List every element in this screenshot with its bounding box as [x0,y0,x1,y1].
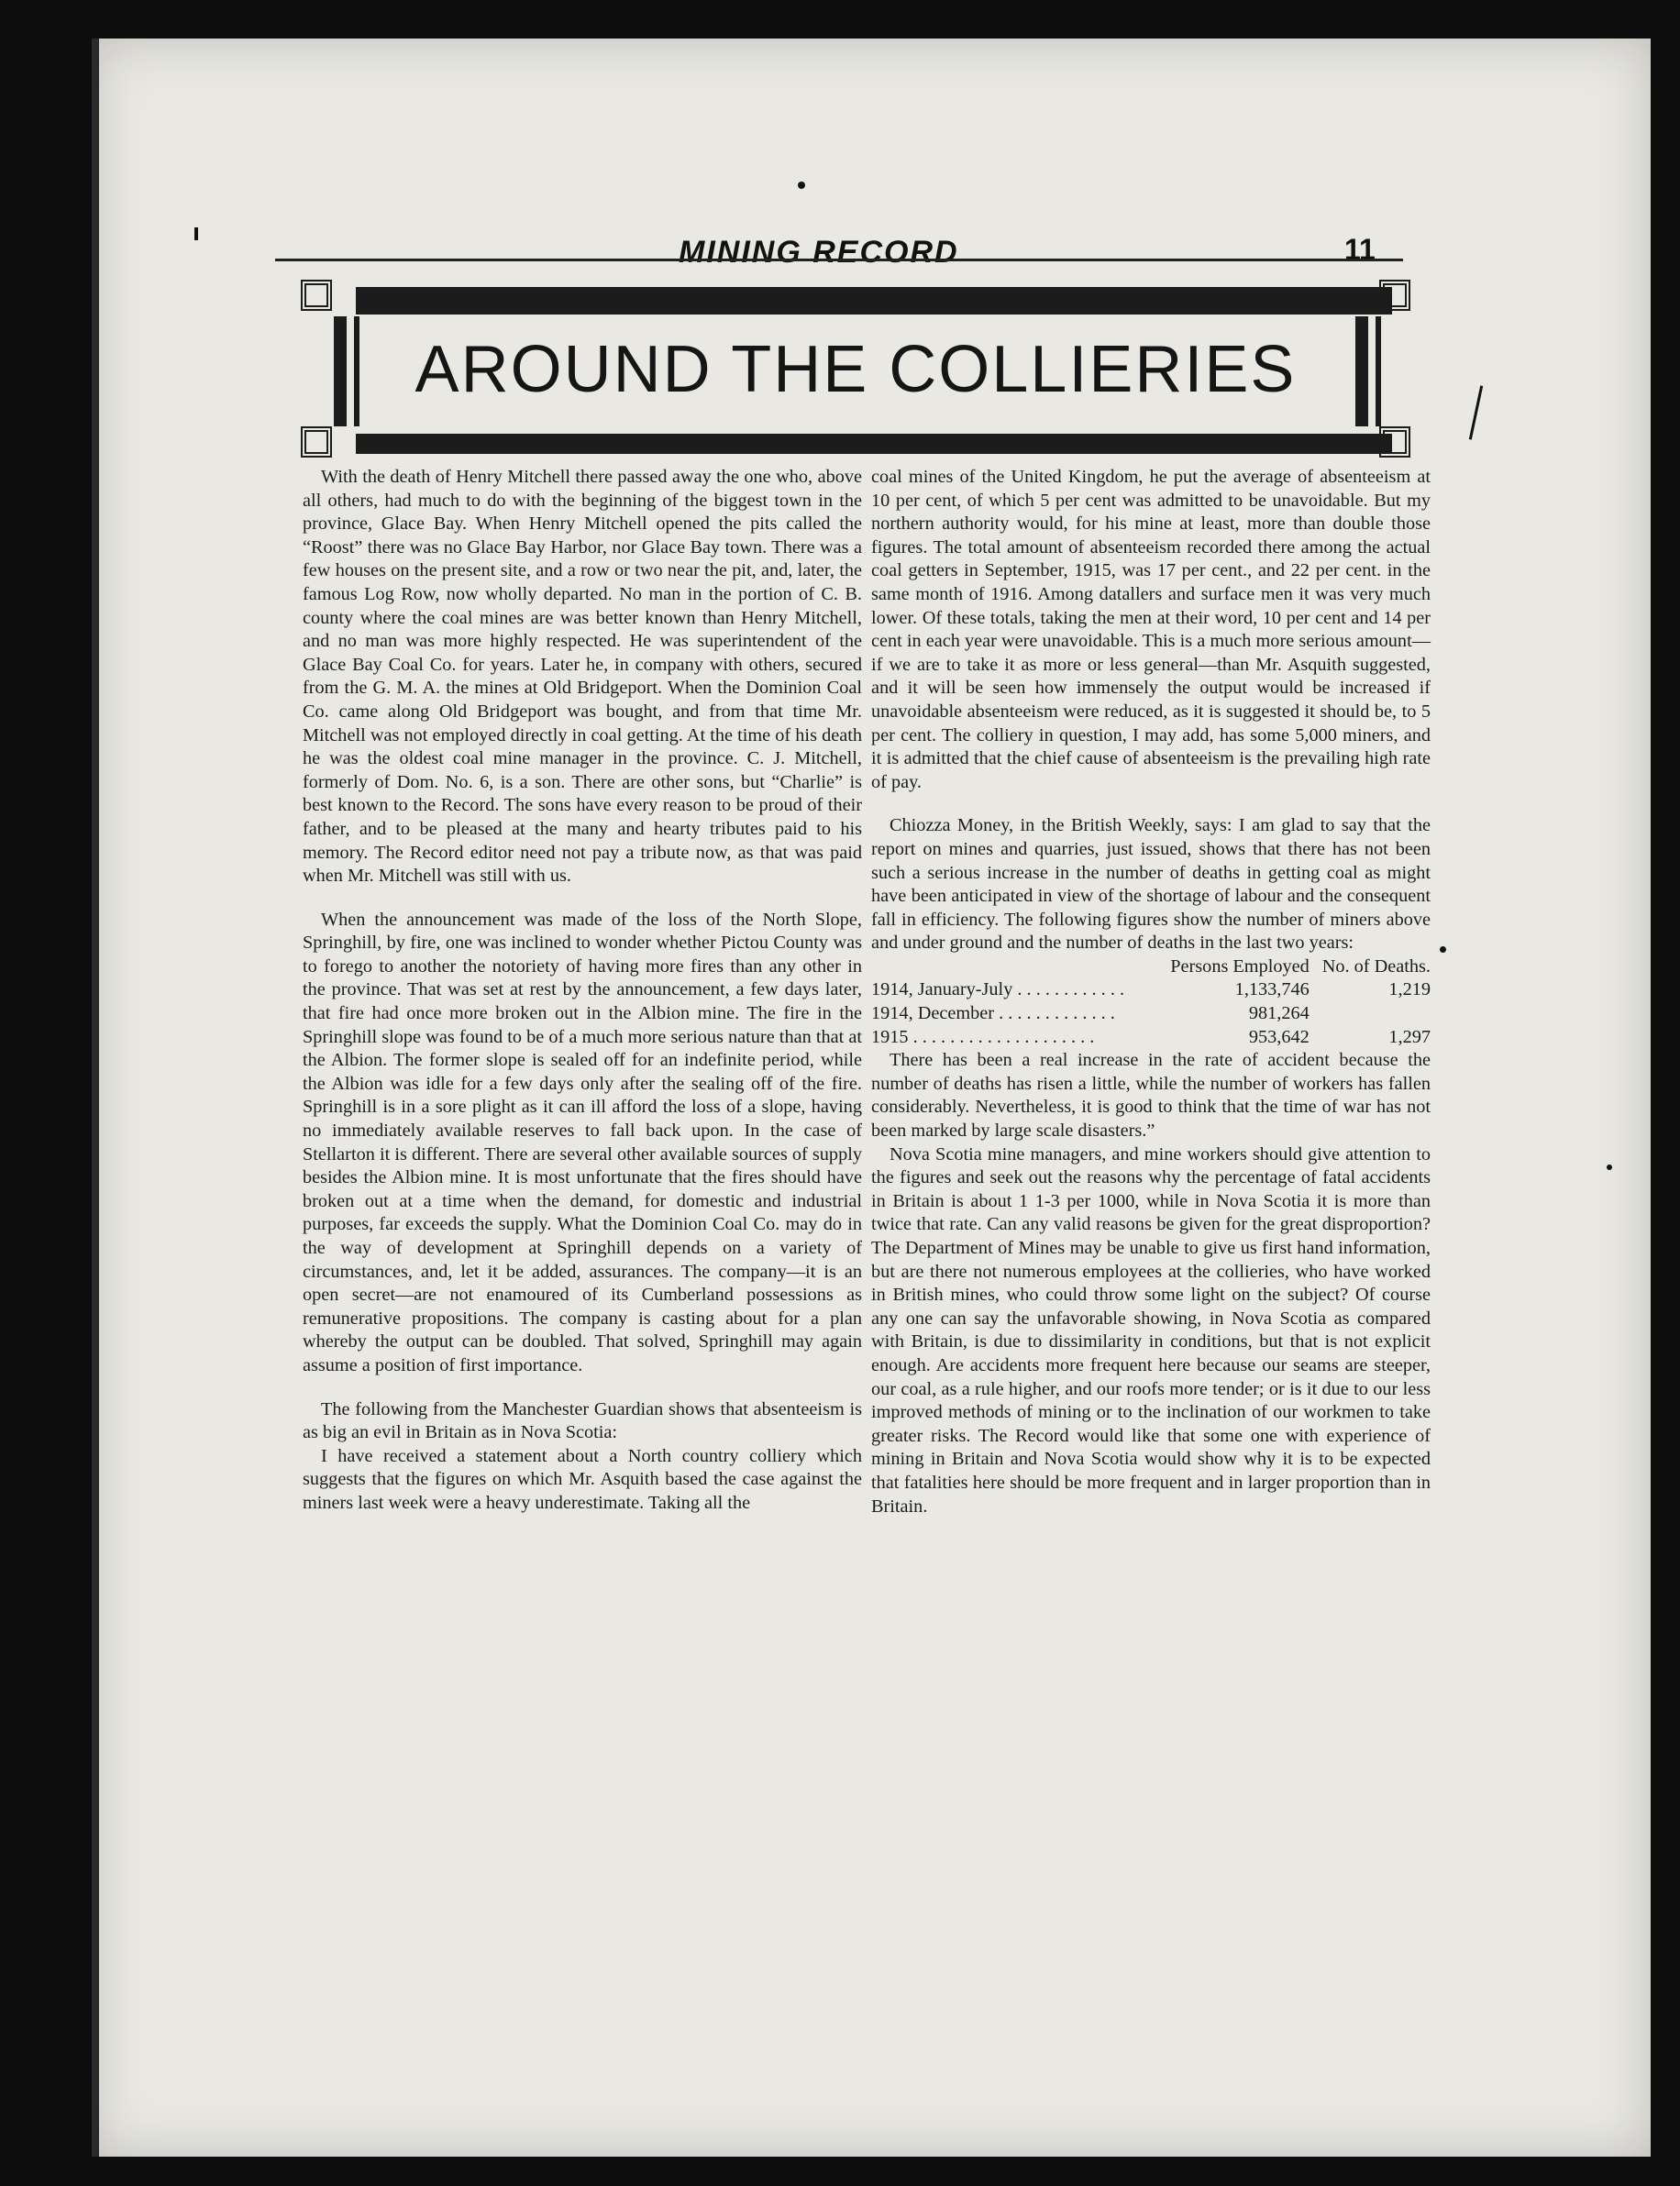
table-header-row [871,955,1431,979]
banner-corner-ornament [1379,426,1410,458]
banner-bottom-bar [356,434,1392,454]
dust-speck [194,227,198,240]
quoted-paragraph: coal mines of the United Kingdom, he put the average of absenteeism at 10 per cent, of which 5 per cent was admitted to be unavoidable. But my northern authority would, for his mine at least, more than double those figures. The total amount of absenteeism recorded there among the actual coal getters in September, 1915, was 17 per cent., and 22 per cent. in the same month of 1916. Among datallers and surface men it was very much lower. Of these totals, taking the men at their word, 10 per cent and 14 per cent in each year were unavoidable. This is a much more serious amount—if we are to take it as more or less general—than Mr. Asquith suggested, and it will be seen how immensely the output would be increased if unavoidable absenteeism were reduced, as it is suggested it should be, to 5 per cent. The colliery in question, I may add, has some 5,000 miners, and it is admitted that the chief cause of absenteeism is the prevailing high rate of pay. [871,467,1431,792]
article-paragraph: Nova Scotia mine managers, and mine workers should give attention to the figures and seek out the reasons why the percentage of fatal accidents in Britain is about 1 1-3 per 1000, while in Nova Scotia it is more than twice that rate. Can any valid reasons be given for the great disproportion? The Department of Mines may be unable to give us first hand information, but are there not numerous employees at the collieries, who have worked in British mines, who could throw some light on the subject? Of course any one can say the unfavorable showing, in Nova Scotia as compared with Britain, is due to dissimilarity in conditions, but that is not explicit enough. Are accidents more frequent here because our seams are steeper, our coal, as a rule higher, and our roofs more tender; or is it due to our less improved methods of mining or to the inclination of our workmen to take greater risks. The Record would like that some one with experience of mining in Britain and Nova Scotia would show why it is to be expected that fatalities here should be more frequent and in larger proportion than in Britain. [871,1143,1431,1517]
banner-top-bar [356,287,1392,315]
article-paragraph: With the death of Henry Mitchell there passed away the one who, above all others, had much to do with the beginning of the biggest town in the province, Glace Bay. When Henry Mitchell opened the pits called the “Roost” there was no Glace Bay Harbor, nor Glace Bay town. There was a few houses on the present site, and a row or two near the pit, and, later, the famous Log Row, now wholly departed. No man in the portion of C. B. county where the coal mines are was better known than Henry Mitchell, and no man was more highly respected. He was superintendent of the Glace Bay Coal Co. for years. Later he, in company with others, secured from the G. M. A. the mines at Old Bridgeport. When the Dominion Coal Co. came along Old Bridgeport was bought, and from that time Mr. Mitchell was not employed directly in coal getting. At the time of his death he was the oldest coal mine manager in the province. C. J. Mitchell, formerly of Dom. No. 6, is a son. There are other sons, but “Charlie” is best known to the Record. The sons have every reason to be proud of their father, and to be pleased at the many and hearty tributes paid to his memory. The Record editor need not pay a tribute now, as that was paid when Mr. Mitchell was still with us. [303,467,862,887]
table-header-cell: Persons Employed [1170,955,1310,977]
table-cell-persons: 981,264 [1248,1003,1310,1024]
section-title: AROUND THE COLLIERIES [414,333,1297,406]
table-row [871,1002,1431,1026]
dust-speck [798,182,805,189]
page-number: 11 [1344,233,1376,266]
left-column [303,466,862,1516]
table-cell-deaths [1310,1002,1431,1026]
table-cell-period: 1914, December . . . . . . . . . . . . . [871,1003,1115,1024]
page-binding-edge [92,39,99,2157]
table-cell-persons: 953,642 [1248,1026,1310,1047]
running-header-title: MINING RECORD [679,235,959,270]
table-row [871,978,1431,1002]
header-rule [275,259,1403,261]
table-cell-persons: 1,133,746 [1234,979,1310,1000]
article-paragraph: Chiozza Money, in the British Weekly, says: I am glad to say that the report on mines and quarries, just issued, shows that there has not been such a serious increase in the number of deaths in getting coal as might have been anticipated in view of the shortage of labour and the consequent fall in efficiency. The following figures show the number of miners above and under ground and the number of deaths in the last two years: [871,815,1431,954]
right-column [871,466,1431,1518]
dust-speck [1607,1165,1612,1170]
table-cell-deaths: 1,219 [1388,979,1431,1000]
quoted-paragraph: There has been a real increase in the rate of accident because the number of deaths has risen a little, while the number of workers has fallen considerably. Nevertheless, it is good to think that the time of war has not been marked by large scale disasters.” [871,1050,1431,1142]
banner-corner-ornament [301,426,332,458]
table-header-cell: No. of Deaths. [1321,955,1431,977]
banner-corner-ornament [301,280,332,311]
table-cell-period: 1914, January-July . . . . . . . . . . . . [871,979,1125,1000]
table-cell-period: 1915 . . . . . . . . . . . . . . . . . . . . [871,1026,1095,1047]
dust-speck [1440,946,1446,953]
table-cell-deaths: 1,297 [1388,1026,1431,1047]
deaths-statistics-table [871,955,1431,1049]
banner-corner-ornament [1379,280,1410,311]
section-banner [301,280,1410,458]
table-header-cell [871,955,1154,979]
article-paragraph: The following from the Manchester Guardian shows that absenteeism is as big an evil in Britain as in Nova Scotia: [303,1398,862,1443]
article-paragraph: When the announcement was made of the loss of the North Slope, Springhill, by fire, one was inclined to wonder whether Pictou County was to forego to another the notoriety of having more fires than any other in the province. That was set at rest by the announcement, a few days later, that fire had once more broken out in the Albion mine. The fire in the Springhill slope was found to be of a much more serious nature than that at the Albion. The former slope is sealed off for an indefinite period, while the Albion was idle for a few days only after the sealing off of the fire. Springhill is in a sore plight as it can ill afford the loss of a slope, having no immediately available reserves to fall back upon. In the case of Stellarton it is different. There are several other available sources of supply besides the Albion mine. It is most unfortunate that the fires should have broken out at a time when the demand, for domestic and industrial purposes, far exceeds the supply. What the Dominion Coal Co. may do in the way of development at Springhill depends on a variety of circumstances, and, let it be added, assurances. The company—it is an open secret—are not enamoured of its Cumberland possessions as remunerative propositions. The company is casting about for a plan whereby the output can be doubled. That solved, Springhill may again assume a position of first importance. [303,909,862,1375]
quoted-paragraph: I have received a statement about a North country colliery which suggests that the figures on which Mr. Asquith based the case against the miners last week were a heavy underestimate. Taking all the [303,1445,862,1513]
table-row [871,1026,1431,1050]
